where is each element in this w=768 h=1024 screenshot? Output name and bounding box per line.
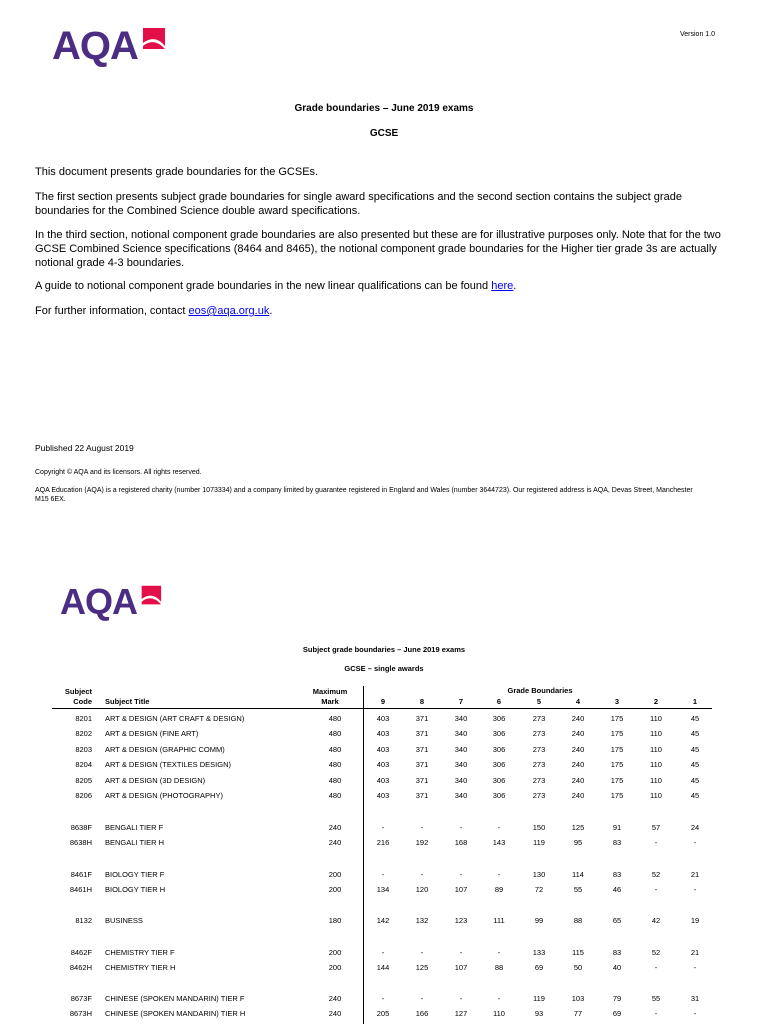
- row-grade-1: -: [693, 838, 697, 847]
- row-subject-title: ART & DESIGN (ART CRAFT & DESIGN): [105, 714, 245, 723]
- header-grade-3: 3: [614, 697, 620, 706]
- table-subtitle: GCSE – single awards: [344, 664, 424, 673]
- row-grade-4: 55: [573, 885, 583, 894]
- row-grade-8: 371: [415, 714, 429, 723]
- row-max-mark: 480: [328, 760, 342, 769]
- row-max-mark: 480: [328, 714, 342, 723]
- row-max-mark: 180: [328, 916, 342, 925]
- row-grade-1: -: [693, 885, 697, 894]
- row-grade-6: 306: [492, 729, 506, 738]
- row-grade-3: 83: [612, 948, 622, 957]
- row-grade-9: 403: [376, 760, 390, 769]
- row-subject-code: 8204: [75, 760, 92, 769]
- row-max-mark: 200: [328, 963, 342, 972]
- paragraph-5-text: For further information, contact: [35, 305, 189, 317]
- aqa-logo-mark-icon: [140, 26, 166, 52]
- row-grade-5: 69: [534, 963, 544, 972]
- row-grade-1: 19: [690, 916, 700, 925]
- header-grade-boundaries: Grade Boundaries: [507, 686, 573, 695]
- row-grade-7: 340: [454, 776, 468, 785]
- row-subject-title: ART & DESIGN (TEXTILES DESIGN): [105, 760, 231, 769]
- intro-paragraph-5: [35, 304, 725, 318]
- row-grade-9: 142: [376, 916, 390, 925]
- paragraph-4-end: .: [513, 280, 517, 292]
- header-subject-code-2: Code: [73, 697, 92, 706]
- row-grade-6: 306: [492, 760, 506, 769]
- row-grade-7: -: [459, 823, 463, 832]
- copyright-notice: Copyright © AQA and its licensors. All rights reserved.: [35, 469, 202, 476]
- row-grade-9: 134: [376, 885, 390, 894]
- row-max-mark: 200: [328, 885, 342, 894]
- row-grade-5: 273: [532, 791, 546, 800]
- row-grade-8: 166: [415, 1009, 429, 1018]
- header-grade-5: 5: [536, 697, 542, 706]
- row-subject-code: 8461F: [70, 870, 92, 879]
- header-grade-6: 6: [496, 697, 502, 706]
- row-grade-9: 403: [376, 729, 390, 738]
- row-grade-5: 273: [532, 745, 546, 754]
- aqa-logo: [52, 26, 166, 66]
- row-subject-code: 8673F: [70, 994, 92, 1003]
- aqa-logo-page2: [60, 581, 162, 622]
- contact-email-link[interactable]: eos@aqa.org.uk: [188, 305, 270, 317]
- row-grade-9: -: [381, 870, 385, 879]
- row-grade-3: 175: [610, 791, 624, 800]
- intro-paragraph-4: [35, 279, 725, 293]
- row-subject-code: 8638H: [69, 838, 92, 847]
- row-max-mark: 480: [328, 791, 342, 800]
- row-grade-5: 72: [534, 885, 544, 894]
- row-grade-5: 119: [533, 838, 545, 847]
- row-grade-5: 99: [534, 916, 544, 925]
- row-subject-title: ART & DESIGN (3D DESIGN): [105, 776, 206, 785]
- row-grade-8: 132: [415, 916, 429, 925]
- row-grade-6: 306: [492, 791, 506, 800]
- row-subject-title: CHEMISTRY TIER H: [105, 963, 176, 972]
- row-grade-9: 403: [376, 714, 390, 723]
- row-grade-6: 88: [494, 963, 504, 972]
- row-grade-4: 240: [571, 776, 585, 785]
- row-max-mark: 480: [328, 745, 342, 754]
- row-grade-8: 125: [415, 963, 429, 972]
- row-grade-7: 127: [454, 1009, 468, 1018]
- row-grade-6: -: [497, 823, 501, 832]
- row-grade-5: 273: [532, 760, 546, 769]
- row-grade-1: 45: [690, 714, 700, 723]
- row-subject-code: 8462H: [69, 963, 92, 972]
- row-max-mark: 240: [328, 823, 342, 832]
- row-grade-2: -: [654, 885, 658, 894]
- row-grade-1: 21: [690, 870, 700, 879]
- header-grade-4: 4: [575, 697, 581, 706]
- row-grade-1: 31: [690, 994, 700, 1003]
- row-grade-5: 273: [532, 729, 546, 738]
- row-subject-code: 8202: [75, 729, 92, 738]
- header-max-mark-1: Maximum: [312, 687, 348, 696]
- aqa-logo-text-page2: AQA: [60, 581, 137, 622]
- row-grade-2: 52: [651, 948, 661, 957]
- row-grade-1: 45: [690, 760, 700, 769]
- row-subject-title: CHINESE (SPOKEN MANDARIN) TIER F: [105, 994, 245, 1003]
- row-grade-4: 88: [573, 916, 583, 925]
- row-subject-title: ART & DESIGN (GRAPHIC COMM): [105, 745, 225, 754]
- row-grade-2: 110: [650, 745, 662, 754]
- row-grade-6: 111: [493, 916, 505, 925]
- row-grade-6: -: [497, 870, 501, 879]
- row-grade-9: 216: [376, 838, 390, 847]
- row-grade-3: 69: [612, 1009, 622, 1018]
- row-grade-2: -: [654, 838, 658, 847]
- row-subject-code: 8201: [75, 714, 92, 723]
- row-grade-5: 119: [533, 994, 545, 1003]
- row-subject-code: 8461H: [69, 885, 92, 894]
- row-subject-code: 8132: [75, 916, 92, 925]
- row-subject-title: BUSINESS: [105, 916, 143, 925]
- header-subject-code-1: Subject: [64, 687, 92, 696]
- row-grade-4: 50: [573, 963, 583, 972]
- row-grade-2: 110: [650, 760, 662, 769]
- row-grade-7: -: [459, 948, 463, 957]
- row-grade-7: 107: [454, 885, 468, 894]
- row-grade-4: 103: [571, 994, 585, 1003]
- row-grade-4: 240: [571, 791, 585, 800]
- row-grade-1: -: [693, 963, 697, 972]
- row-grade-1: 45: [690, 791, 700, 800]
- row-subject-code: 8205: [75, 776, 92, 785]
- aqa-logo-text: AQA: [52, 24, 138, 68]
- row-grade-3: 40: [612, 963, 622, 972]
- intro-paragraph-3: In the third section, notional component grade boundaries are also presented but these are for illustrative purposes only. Note that for the two GCSE Combined Science specifications (8464 and 8465), the notional component grade boundaries for the Higher tier grade 3s are actually notional grade 4-3 boundaries.: [35, 229, 721, 269]
- row-subject-code: 8673H: [69, 1009, 92, 1018]
- row-grade-7: -: [459, 994, 463, 1003]
- row-grade-8: 371: [415, 729, 429, 738]
- row-grade-8: 371: [415, 776, 429, 785]
- row-grade-8: 371: [415, 791, 429, 800]
- row-grade-3: 46: [612, 885, 622, 894]
- row-grade-9: 403: [376, 791, 390, 800]
- row-grade-2: -: [654, 1009, 658, 1018]
- row-grade-6: 306: [492, 745, 506, 754]
- row-grade-8: -: [420, 948, 424, 957]
- row-max-mark: 240: [328, 994, 342, 1003]
- version-label: Version 1.0: [680, 31, 716, 38]
- row-subject-title: CHEMISTRY TIER F: [105, 948, 175, 957]
- row-grade-5: 93: [534, 1009, 544, 1018]
- row-grade-4: 240: [571, 745, 585, 754]
- row-grade-2: 55: [651, 994, 661, 1003]
- row-max-mark: 240: [328, 838, 342, 847]
- row-grade-3: 175: [610, 760, 624, 769]
- header-grade-9: 9: [380, 697, 386, 706]
- row-grade-7: 340: [454, 714, 468, 723]
- row-grade-3: 91: [612, 823, 622, 832]
- row-grade-3: 83: [612, 870, 622, 879]
- row-max-mark: 200: [328, 948, 342, 957]
- row-grade-7: 340: [454, 760, 468, 769]
- row-grade-7: 107: [454, 963, 468, 972]
- row-grade-6: 306: [492, 776, 506, 785]
- row-grade-1: 21: [690, 948, 700, 957]
- row-subject-title: CHINESE (SPOKEN MANDARIN) TIER H: [105, 1009, 246, 1018]
- row-grade-7: 340: [454, 729, 468, 738]
- row-grade-5: 130: [532, 870, 546, 879]
- row-grade-4: 95: [573, 838, 583, 847]
- aqa-logo-mark-icon: [139, 584, 162, 607]
- row-grade-2: 110: [650, 729, 662, 738]
- intro-paragraph-2: The first section presents subject grade boundaries for single award specifications and the second section contains the subject grade boundaries for the Combined Science double award specifications.: [35, 191, 682, 217]
- row-grade-4: 77: [573, 1009, 583, 1018]
- row-grade-1: 45: [690, 729, 700, 738]
- row-grade-3: 175: [610, 776, 624, 785]
- row-grade-1: 45: [690, 745, 700, 754]
- row-grade-6: -: [497, 948, 501, 957]
- row-grade-9: -: [381, 948, 385, 957]
- row-max-mark: 200: [328, 870, 342, 879]
- row-grade-1: -: [693, 1009, 697, 1018]
- row-subject-title: ART & DESIGN (PHOTOGRAPHY): [105, 791, 223, 800]
- row-grade-8: -: [420, 994, 424, 1003]
- header-grade-7: 7: [458, 697, 464, 706]
- row-subject-code: 8203: [75, 745, 92, 754]
- header-subject-title: Subject Title: [105, 697, 150, 706]
- row-grade-4: 114: [572, 870, 584, 879]
- header-max-mark-2: Mark: [321, 697, 339, 706]
- registration-notice: AQA Education (AQA) is a registered charity (number 1073334) and a company limited by guarantee registered in England and Wales (number 3644723). Our registered address is AQA, Devas Street, Manchester M15 6EX.: [35, 487, 693, 503]
- row-max-mark: 240: [328, 1009, 342, 1018]
- row-grade-2: 110: [650, 791, 662, 800]
- row-grade-6: -: [497, 994, 501, 1003]
- row-grade-2: 57: [651, 823, 661, 832]
- row-grade-4: 240: [571, 760, 585, 769]
- guide-link[interactable]: here: [491, 280, 514, 292]
- row-subject-code: 8206: [75, 791, 92, 800]
- row-grade-9: 403: [376, 745, 390, 754]
- row-grade-3: 175: [610, 714, 624, 723]
- row-grade-2: 110: [650, 776, 662, 785]
- row-grade-4: 240: [571, 714, 585, 723]
- row-grade-4: 125: [571, 823, 585, 832]
- row-grade-2: 42: [651, 916, 661, 925]
- row-grade-9: 144: [376, 963, 390, 972]
- row-grade-8: -: [420, 870, 424, 879]
- published-date: Published 22 August 2019: [35, 443, 134, 453]
- row-grade-8: 120: [415, 885, 429, 894]
- row-grade-2: -: [654, 963, 658, 972]
- row-grade-7: -: [459, 870, 463, 879]
- table-title: Subject grade boundaries – June 2019 exams: [302, 645, 466, 654]
- row-grade-6: 89: [494, 885, 504, 894]
- header-grade-8: 8: [419, 697, 425, 706]
- row-subject-title: BIOLOGY TIER H: [105, 885, 166, 894]
- row-grade-2: 52: [651, 870, 661, 879]
- header-grade-1: 1: [692, 697, 698, 706]
- row-subject-title: BIOLOGY TIER F: [105, 870, 165, 879]
- row-grade-6: 110: [493, 1009, 505, 1018]
- row-subject-code: 8638F: [70, 823, 92, 832]
- row-subject-title: BENGALI TIER H: [105, 838, 165, 847]
- page-subtitle: GCSE: [369, 128, 399, 139]
- row-grade-9: 205: [376, 1009, 390, 1018]
- row-grade-7: 168: [454, 838, 468, 847]
- row-grade-7: 340: [454, 745, 468, 754]
- row-subject-code: 8462F: [70, 948, 92, 957]
- row-grade-9: 403: [376, 776, 390, 785]
- header-rule: [52, 708, 712, 709]
- row-grade-4: 240: [571, 729, 585, 738]
- row-grade-9: -: [381, 994, 385, 1003]
- row-grade-3: 79: [612, 994, 622, 1003]
- paragraph-5-end: .: [269, 305, 273, 317]
- intro-paragraph-1: This document presents grade boundaries for the GCSEs.: [35, 166, 319, 178]
- row-grade-2: 110: [650, 714, 662, 723]
- row-grade-5: 150: [532, 823, 546, 832]
- row-grade-6: 306: [492, 714, 506, 723]
- row-grade-4: 115: [572, 948, 584, 957]
- row-subject-title: ART & DESIGN (FINE ART): [105, 729, 199, 738]
- row-grade-7: 340: [454, 791, 468, 800]
- row-grade-3: 65: [612, 916, 622, 925]
- row-grade-3: 83: [612, 838, 622, 847]
- row-grade-8: 371: [415, 760, 429, 769]
- row-grade-9: -: [381, 823, 385, 832]
- row-grade-5: 273: [532, 714, 546, 723]
- column-divider: [363, 686, 364, 1024]
- row-grade-1: 45: [690, 776, 700, 785]
- row-grade-8: -: [420, 823, 424, 832]
- row-grade-5: 273: [532, 776, 546, 785]
- row-grade-7: 123: [454, 916, 468, 925]
- page-title: Grade boundaries – June 2019 exams: [294, 103, 474, 114]
- row-grade-8: 371: [415, 745, 429, 754]
- row-max-mark: 480: [328, 729, 342, 738]
- row-grade-3: 175: [610, 729, 624, 738]
- row-grade-5: 133: [532, 948, 546, 957]
- row-grade-1: 24: [690, 823, 700, 832]
- row-max-mark: 480: [328, 776, 342, 785]
- row-grade-8: 192: [415, 838, 429, 847]
- header-grade-2: 2: [653, 697, 659, 706]
- row-grade-6: 143: [492, 838, 506, 847]
- paragraph-4-text: A guide to notional component grade boundaries in the new linear qualifications can be found: [35, 280, 492, 292]
- row-subject-title: BENGALI TIER F: [105, 823, 164, 832]
- row-grade-3: 175: [610, 745, 624, 754]
